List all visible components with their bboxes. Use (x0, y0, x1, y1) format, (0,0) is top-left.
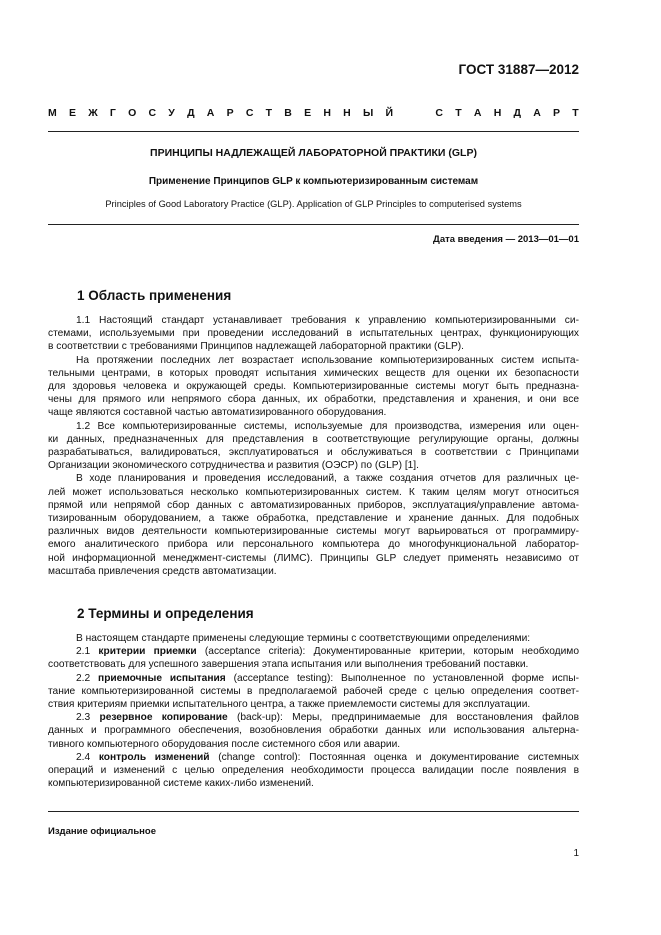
edition-label: Издание официальное (48, 826, 156, 837)
paragraph-1-1 (48, 314, 579, 354)
title-letter: Н (323, 107, 331, 119)
title-letter: Д (187, 107, 195, 119)
standard-number: ГОСТ 31887—2012 (458, 62, 579, 77)
term-definition: (acceptance testing): Выполненное по установленной форме испы- (225, 672, 579, 684)
text-line: тание компьютеризированной системы в предполагаемой рабочей среде с целью определения соответ- (48, 685, 579, 697)
text-line: соответствовать для успешного завершения этапа испытания или выполнения требований поставки. (48, 659, 529, 671)
title-letter: Р (226, 107, 234, 119)
term-number: 2.1 (76, 646, 91, 658)
term-definition: (change control): Постоянная оценка и документирование системных (209, 751, 579, 763)
text-line: емого аналитического прибора или персонального компьютера до многофункциональной лаборатор- (48, 539, 579, 551)
title-letter: Г (109, 107, 116, 119)
term-name: резервное копирование (99, 712, 228, 724)
title-letter: А (533, 107, 541, 119)
term-2-3 (48, 711, 579, 751)
title-letter: Д (513, 107, 521, 119)
text-line: Организации экономического сотрудничества и развития (ОЭСР) по (GLP) [1]. (48, 460, 419, 472)
text-line: чены для прямого или непрямого сбора данных, их обработки, представления и хранения, и они все (48, 394, 579, 406)
section-2-heading: 2 Термины и определения (77, 606, 254, 621)
terms-intro (48, 632, 579, 645)
page-number: 1 (573, 848, 579, 859)
text-line: лей может использоваться несколько компьютеризированных систем. К таким целям могут относиться (48, 486, 579, 498)
text-line: тивного компьютерного оборудования после системного сбоя или аварии. (48, 738, 401, 750)
title-letter: С (245, 107, 254, 119)
text-line: разрабатываться, валидироваться, эксплуатироваться и обслуживаться в соответствии с Принципами (48, 447, 579, 458)
title-letter: У (168, 107, 175, 119)
text-line: 1.2 Все компьютеризированные системы, используемые для производства, измерения или оцен- (76, 420, 579, 432)
text-line (48, 645, 579, 658)
text-line: различных видов деятельности компьютеризированные системы могут варьироваться от программиру- (48, 526, 579, 538)
document-subtitle: Применение Принципов GLP к компьютеризированным системам (148, 176, 479, 187)
text-line: для здоровья человека и окружающей среды. Компьютеризированные системы могут быть предназна- (48, 381, 579, 392)
text-line: тизированным оборудованием, а также обработка, представление и хранение данных. Для подобных (48, 513, 579, 524)
term-name: приемочные испытания (98, 672, 226, 684)
text-line (48, 751, 579, 764)
title-letter: С (435, 107, 444, 119)
title-letter: Н (343, 107, 351, 119)
text-line (48, 672, 579, 685)
section-1-heading: 1 Область применения (77, 288, 232, 303)
term-number: 2.2 (76, 672, 91, 684)
footer-divider (48, 811, 579, 812)
title-divider (48, 224, 579, 225)
title-letter: Е (304, 107, 312, 119)
text-line: компьютеризированной системе каких-либо изменений. (48, 778, 314, 790)
paragraph-1-2 (48, 420, 579, 473)
title-letter: В (284, 107, 292, 119)
text-line: 1.1 Настоящий стандарт устанавливает требования к управлению компьютеризированными си- (76, 315, 579, 326)
paragraph-usage (48, 354, 579, 420)
text-line: операций и изменений с целью определения необходимости процесса валидации после появления в (48, 765, 579, 776)
title-letter: Р (553, 107, 561, 119)
term-number: 2.4 (76, 751, 91, 763)
text-line: данных и программного обеспечения, возобновления обработки данных или использования альтерна- (48, 725, 579, 737)
header-divider (48, 131, 579, 132)
title-letter: С (148, 107, 157, 119)
text-line: В настоящем стандарте применены следующие термины с соответствующими определениями: (76, 633, 531, 644)
document-title: ПРИНЦИПЫ НАДЛЕЖАЩЕЙ ЛАБОРАТОРНОЙ ПРАКТИКИ (GLP) (150, 147, 477, 159)
title-letter: Т (572, 107, 579, 119)
term-definition: (acceptance criteria): Документированные критерии, которым необходимо (196, 646, 579, 658)
text-line: ной информационной менеджмент-системы (ЛИМС). Принципы GLP следует применять независимо от (48, 552, 579, 564)
english-title: Principles of Good Laboratory Practice (GLP). Application of GLP Principles to computerised systems (105, 199, 522, 209)
term-name: критерии приемки (98, 646, 197, 658)
text-line: ствия критериям приемки испытательного центра, а также приемлемости системы для эксплуатации. (48, 699, 531, 710)
introduction-date: Дата введения — 2013—01—01 (433, 234, 579, 245)
text-line: ки данных, предназначенных для представления в соответствующие регулирующие органы, должны (48, 433, 579, 445)
title-letter: А (473, 107, 482, 119)
title-letter: Ы (362, 107, 374, 119)
text-line (48, 711, 579, 724)
text-line: прямой или непрямой сбор данных с автоматизированных приборов, эксплуатация/управление автома- (48, 499, 579, 511)
text-line: тельными центрами, в которых проводят испытания химических веществ для оценки их безопасности (48, 367, 579, 379)
term-2-4 (48, 751, 579, 791)
word-gap (405, 107, 423, 119)
term-2-2 (48, 672, 579, 712)
title-letter: Й (385, 107, 393, 119)
text-line: стемами, используемыми при проведении исследований в испытательных центрах, функционирующих (48, 328, 579, 340)
title-letter: М (48, 107, 57, 119)
text-line: масштаба привлечения средств автоматизации. (48, 565, 277, 577)
title-letter: Е (68, 107, 76, 119)
term-name: контроль изменений (98, 751, 210, 763)
standard-type-title (48, 107, 579, 119)
title-letter: Т (455, 107, 462, 119)
term-2-1 (48, 645, 579, 671)
term-definition: (back-up): Меры, предпринимаемые для восстановления файлов (227, 712, 579, 724)
text-line: в соответствии с требованиями Принципов надлежащей лабораторной практики (GLP). (48, 341, 465, 353)
title-letter: Н (493, 107, 502, 119)
title-letter: Т (265, 107, 273, 119)
text-line: чаще являются составной частью автоматизированного оборудования. (48, 407, 387, 419)
paragraph-planning (48, 472, 579, 578)
title-letter: А (206, 107, 215, 119)
text-line: На протяжении последних лет возрастает использование компьютеризированных систем испыта- (76, 354, 579, 366)
term-number: 2.3 (76, 712, 91, 724)
title-letter: О (128, 107, 137, 119)
title-letter: Ж (88, 107, 98, 119)
text-line: В ходе планирования и проведения исследований, а также создания отчетов для различных це- (76, 473, 579, 485)
